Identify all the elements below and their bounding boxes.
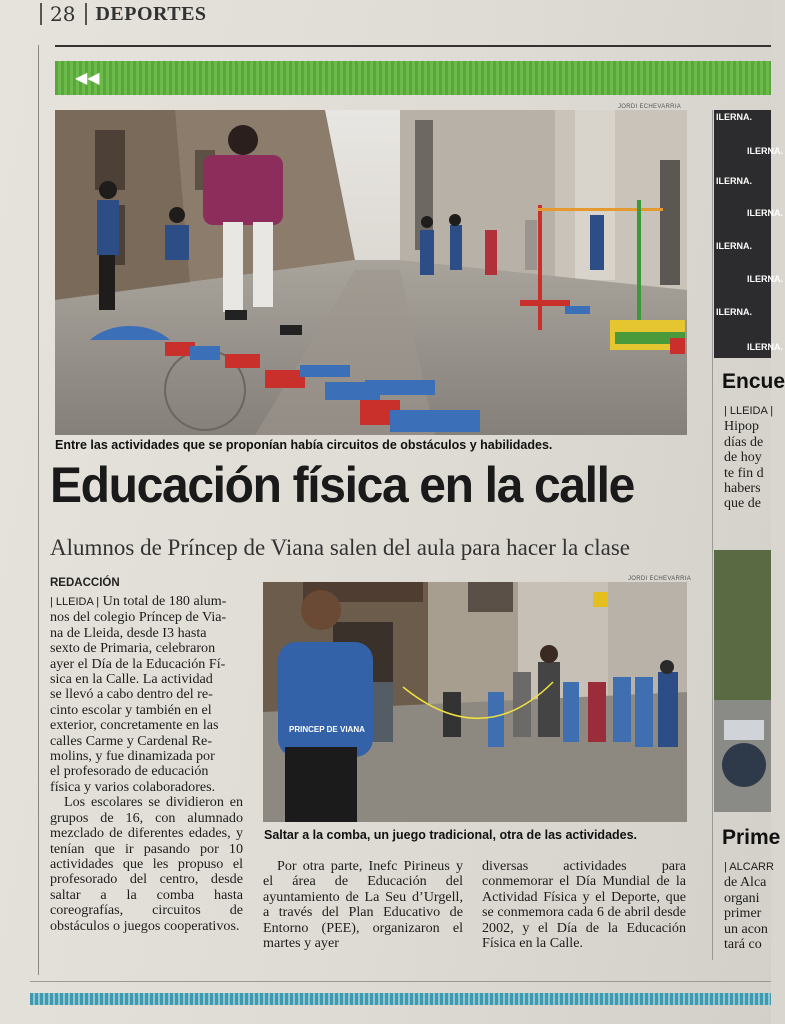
sidebar-story-text	[724, 860, 774, 953]
ad-text: ILERNA.	[716, 176, 752, 186]
ad-text: ILERNA.	[716, 112, 752, 122]
lead-line: exterior, concretamente en las	[50, 717, 219, 734]
ad-text: ILERNA.	[747, 208, 783, 218]
sidebar-photo	[714, 550, 771, 812]
margin-rule	[38, 45, 39, 975]
photo-credit: JORDI ECHEVARRIA	[628, 576, 692, 582]
body-paragraph: diversas actividades para conmemorar el Día Mundial de la Actividad Física y el Deporte, que se conmemora cada 6 de abril desde 2002, y el Día de la Educación Física en la Calle.	[482, 858, 686, 952]
ad-text: ILERNA.	[716, 307, 752, 317]
lead-line: ayer el Día de la Educación Fí-	[50, 655, 226, 672]
sidebar-line: de Alca	[724, 875, 767, 891]
body-paragraph: Los escolares se dividieron en grupos de 16, con alumnado mezclado de diferentes edades, y tenían que ir pasando por 10 actividades que les propuso el profesorado del centro, desde saltar a la comba hasta coreografías, circuitos de obstáculos o juegos cooperativos.	[50, 794, 243, 934]
sidebar-line: de hoy	[724, 450, 762, 466]
shirt-text: PRINCEP DE VIANA	[289, 725, 365, 734]
lead-line: nos del colegio Príncep de Via-	[50, 609, 227, 626]
photo-caption: Saltar a la comba, un juego tradicional, otra de las actividades.	[264, 828, 638, 842]
sidebar-line: te fin d	[724, 465, 764, 481]
lead-line: Un total de 180 alum-	[99, 593, 227, 609]
bottom-rule	[30, 981, 771, 982]
sidebar-line: primer	[724, 906, 762, 922]
lead-line: molins, y fue dinamizada por	[50, 748, 215, 765]
top-rule	[55, 45, 771, 47]
double-arrow-icon: ◀◀	[75, 68, 100, 87]
sidebar-line: Hipop	[724, 419, 759, 435]
sidebar-headline: Encue	[722, 370, 785, 393]
lead-paragraph	[50, 594, 243, 795]
ad-text: ILERNA.	[716, 241, 752, 251]
lead-line: sica en la Calle. La actividad	[50, 671, 213, 688]
sidebar-line: días de	[724, 434, 764, 450]
obstacle-course-photo	[55, 110, 687, 435]
sidebar-line: organi	[724, 890, 760, 906]
article-column-2	[263, 859, 463, 951]
sidebar-dateline: | ALCARR	[724, 861, 774, 873]
lead-line: sexto de Primaria, celebraron	[50, 640, 216, 657]
body-paragraph: Por otra parte, Inefc Pirineus y el área de Educación del ayuntamiento de La Seu d’Urgell, a través del Plan Educativo de Entorno (PEE), organizaron el martes y ayer	[263, 858, 463, 952]
footer-band	[30, 993, 771, 1005]
lead-line: cinto escolar y también en el	[50, 701, 212, 718]
dateline: | LLEIDA |	[50, 596, 100, 608]
ad-text: ILERNA.	[747, 274, 783, 284]
lead-line: se llevó a cabo dentro del re-	[50, 686, 213, 703]
byline: REDACCIÓN	[50, 577, 120, 589]
lead-line: na de Lleida, desde I3 hasta	[50, 624, 207, 641]
sidebar-rule	[712, 110, 713, 960]
section-band	[55, 61, 771, 95]
sidebar-line: que de	[724, 496, 761, 512]
ilerna-ad-image	[714, 110, 783, 358]
lead-line: el profesorado de educación	[50, 763, 209, 780]
sidebar-line: habers	[724, 481, 761, 497]
headline: Educación física en la calle	[50, 457, 634, 513]
subheadline: Alumnos de Príncep de Viana salen del aula para hacer la clase	[50, 535, 630, 560]
sidebar-dateline: | LLEIDA |	[724, 405, 774, 417]
page-header	[40, 0, 207, 28]
article-column-3	[482, 859, 686, 951]
jump-rope-photo	[263, 582, 687, 822]
ad-text: ILERNA.	[747, 146, 783, 156]
section-name: DEPORTES	[95, 2, 207, 25]
lead-line: calles Carme y Cardenal Re-	[50, 732, 213, 749]
photo-credit: JORDI ECHEVARRIA	[618, 104, 682, 110]
sidebar-story-text	[724, 404, 774, 512]
page-number: 28	[50, 2, 76, 26]
article-column-1	[50, 594, 243, 934]
sidebar-line: un acon	[724, 921, 768, 937]
photo-caption: Entre las actividades que se proponían había circuitos de obstáculos y habilidades.	[55, 438, 553, 452]
sidebar-headline: Prime	[722, 826, 781, 849]
lead-line: física y varios colaboradores.	[50, 778, 216, 795]
ad-text: ILERNA.	[747, 342, 783, 352]
sidebar-line: tará co	[724, 937, 762, 953]
